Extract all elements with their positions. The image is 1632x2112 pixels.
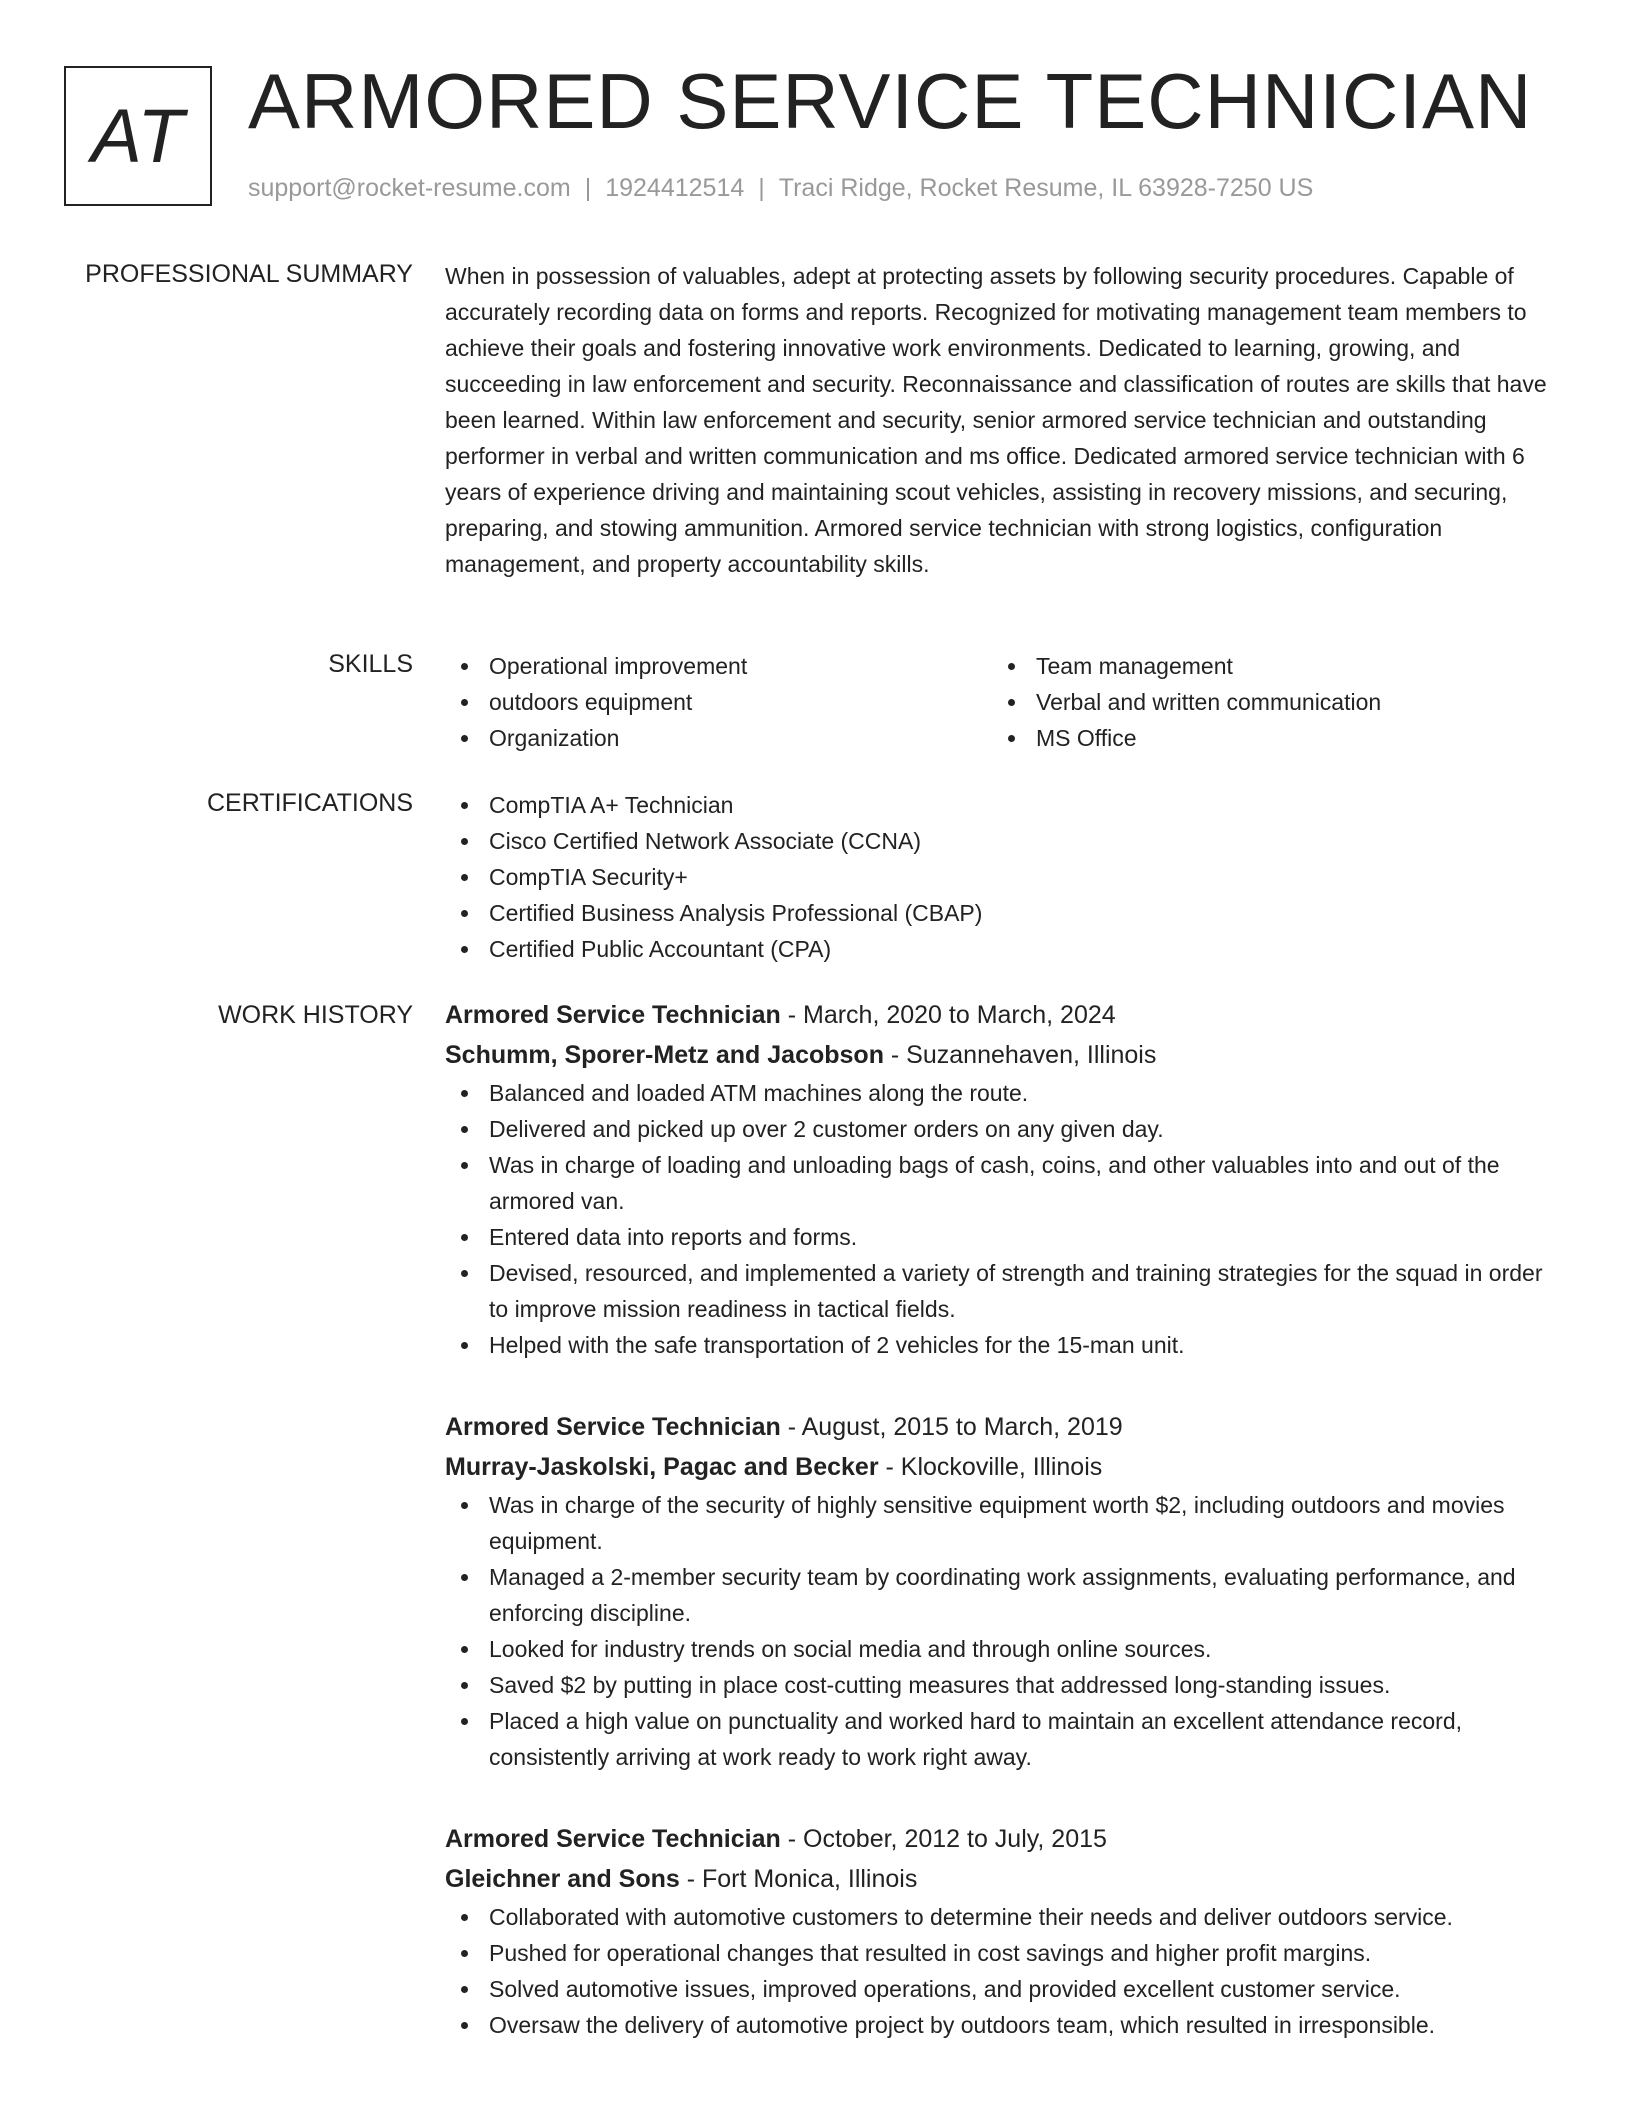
contact-separator: | (758, 174, 765, 202)
section-label-work-history: WORK HISTORY (218, 1001, 413, 1029)
job-bullet: Collaborated with automotive customers to determine their needs and deliver outdoors service. (445, 1899, 1555, 1935)
job-entry (445, 1407, 1555, 1775)
job-entry (445, 1819, 1555, 2043)
contact-line (248, 174, 1313, 203)
summary-text: When in possession of valuables, adept at protecting assets by following security procedures. Capable of accurately recording data on forms and reports. Recognized for motivating management team members to achieve their goals and fostering innovative work environments. Dedicated to learning, growing, and succeeding in law enforcement and security. Reconnaissance and classification of routes are skills that have been learned. Within law enforcement and security, senior armored service technician and outstanding performer in verbal and written communication and ms office. Dedicated armored service technician with 6 years of experience driving and maintaining scout vehicles, assisting in recovery missions, and securing, preparing, and stowing ammunition. Armored service technician with strong logistics, configuration management, and property accountability skills. (445, 263, 1547, 577)
job-bullet: Solved automotive issues, improved operations, and provided excellent customer service. (445, 1971, 1555, 2007)
skills-list-left (445, 648, 992, 756)
job-bullet: Entered data into reports and forms. (445, 1219, 1555, 1255)
certification-item: Cisco Certified Network Associate (CCNA) (445, 823, 1555, 859)
job-company: Murray-Jaskolski, Pagac and Becker (445, 1453, 879, 1481)
job-bullet: Managed a 2-member security team by coordinating work assignments, evaluating performance, and enforcing discipline. (445, 1559, 1555, 1631)
skill-item: outdoors equipment (445, 684, 992, 720)
job-bullets (445, 1899, 1555, 2043)
job-bullet: Pushed for operational changes that resulted in cost savings and higher profit margins. (445, 1935, 1555, 1971)
job-bullets (445, 1487, 1555, 1775)
certifications-list (445, 787, 1555, 967)
skill-item: MS Office (992, 720, 1555, 756)
job-title: Armored Service Technician (445, 1001, 781, 1029)
skill-item: Verbal and written communication (992, 684, 1555, 720)
job-title: Armored Service Technician (445, 1413, 781, 1441)
job-bullet: Balanced and loaded ATM machines along the route. (445, 1075, 1555, 1111)
job-company: Gleichner and Sons (445, 1865, 680, 1893)
section-label-skills: SKILLS (328, 650, 413, 678)
contact-address: Traci Ridge, Rocket Resume, IL 63928-7250 US (778, 174, 1314, 202)
skills-section (445, 648, 1555, 756)
initials-monogram (64, 66, 212, 206)
job-location: - Klockoville, Illinois (878, 1453, 1103, 1481)
resume-title: ARMORED SERVICE TECHNICIAN (248, 57, 1533, 145)
certification-item: Certified Public Accountant (CPA) (445, 931, 1555, 967)
job-bullet: Was in charge of the security of highly sensitive equipment worth $2, including outdoors and movies equipment. (445, 1487, 1555, 1559)
job-bullet: Looked for industry trends on social media and through online sources. (445, 1631, 1555, 1667)
job-company: Schumm, Sporer-Metz and Jacobson (445, 1041, 884, 1069)
skills-list-right (992, 648, 1555, 756)
summary-section (445, 258, 1555, 582)
contact-phone[interactable]: 1924412514 (605, 174, 745, 202)
job-dates: - October, 2012 to July, 2015 (780, 1825, 1107, 1853)
job-dates: - August, 2015 to March, 2019 (780, 1413, 1123, 1441)
job-bullet: Oversaw the delivery of automotive project by outdoors team, which resulted in irresponsible. (445, 2007, 1555, 2043)
job-bullet: Helped with the safe transportation of 2 vehicles for the 15-man unit. (445, 1327, 1555, 1363)
job-title-line (445, 1407, 1555, 1447)
job-location: - Fort Monica, Illinois (679, 1865, 918, 1893)
skill-item: Team management (992, 648, 1555, 684)
job-bullets (445, 1075, 1555, 1363)
job-company-line (445, 1447, 1555, 1487)
job-bullet: Saved $2 by putting in place cost-cutting measures that addressed long-standing issues. (445, 1667, 1555, 1703)
job-title-line (445, 995, 1555, 1035)
initials-text: AT (91, 93, 185, 179)
job-entry (445, 995, 1555, 1363)
job-bullet: Placed a high value on punctuality and worked hard to maintain an excellent attendance record, consistently arriving at work ready to work right away. (445, 1703, 1555, 1775)
job-title-line (445, 1819, 1555, 1859)
job-bullet: Devised, resourced, and implemented a variety of strength and training strategies for the squad in order to improve mission readiness in tactical fields. (445, 1255, 1555, 1327)
certifications-section (445, 787, 1555, 967)
job-bullet: Was in charge of loading and unloading bags of cash, coins, and other valuables into and out of the armored van. (445, 1147, 1555, 1219)
contact-separator: | (584, 174, 592, 202)
job-company-line (445, 1859, 1555, 1899)
job-title: Armored Service Technician (445, 1825, 781, 1853)
skill-item: Operational improvement (445, 648, 992, 684)
job-company-line (445, 1035, 1555, 1075)
job-bullet: Delivered and picked up over 2 customer orders on any given day. (445, 1111, 1555, 1147)
job-location: - Suzannehaven, Illinois (883, 1041, 1157, 1069)
section-label-certifications: CERTIFICATIONS (206, 789, 413, 817)
section-label-summary: PROFESSIONAL SUMMARY (85, 260, 413, 288)
certification-item: Certified Business Analysis Professional (CBAP) (445, 895, 1555, 931)
contact-email[interactable]: support@rocket-resume.com (248, 174, 571, 202)
skill-item: Organization (445, 720, 992, 756)
certification-item: CompTIA Security+ (445, 859, 1555, 895)
certification-item: CompTIA A+ Technician (445, 787, 1555, 823)
job-dates: - March, 2020 to March, 2024 (780, 1001, 1116, 1029)
